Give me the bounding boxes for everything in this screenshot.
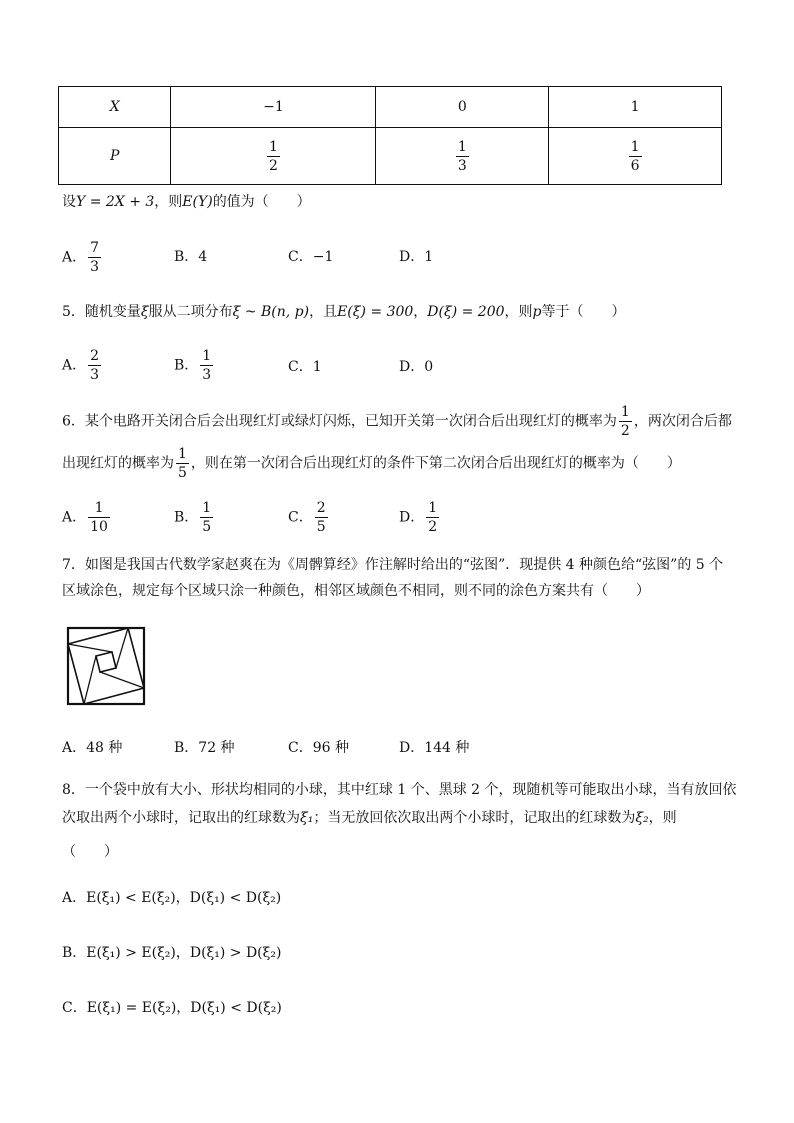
q6-stem-line1: 6．某个电路开关闭合后会出现红灯或绿灯闪烁，已知开关第一次闭合后出现红灯的概率为 $\frac{1}{2}$ ，两次闭合后都: [62, 404, 732, 439]
q5-option-d[interactable]: D．0: [399, 359, 434, 375]
table-cell: 1: [549, 87, 722, 128]
q7-stem-line1: 7．如图是我国古代数学家赵爽在为《周髀算经》作注解时给出的“弦图”．现提供 4 种颜色给“弦图”的 5 个: [62, 557, 724, 573]
fraction: $\frac{1}{3}$: [457, 138, 467, 174]
chord-line: [68, 628, 128, 644]
q5-stem: 5．随机变量ξ服从二项分布ξ ~ B(n, p)，且E(ξ) = 300，D(ξ) = 200，则p等于（ ）: [62, 304, 626, 320]
q7-stem-line2: 区域涂色，规定每个区域只涂一种颜色，相邻区域颜色不相同，则不同的涂色方案共有（ ）: [62, 583, 650, 599]
inner-square: [96, 652, 116, 672]
q5-option-c[interactable]: C．1: [288, 359, 322, 375]
table-row-p: [59, 128, 722, 185]
chord-line: [100, 672, 144, 688]
q8-stem-line2: 次取出两个小球时，记取出的红球数为ξ₁；当无放回依次取出两个小球时，记取出的红球数为ξ₂，则: [62, 810, 677, 826]
q4-option-d[interactable]: D．1: [399, 249, 434, 265]
fraction: $\frac{1}{2}$: [268, 138, 278, 174]
q7-option-a[interactable]: A．48 种: [62, 740, 123, 756]
q6-stem-line2: 出现红灯的概率为 $\frac{1}{5}$ ，则在第一次闭合后出现红灯的条件下第二次闭合后出现红灯的概率为（ ）: [62, 446, 681, 481]
q5-option-a[interactable]: A． $\frac{2}{3}$: [62, 348, 100, 383]
table-cell: 0: [376, 87, 549, 128]
table-cell: P: [59, 128, 171, 185]
table-row-x: [59, 87, 722, 128]
chord-line: [128, 628, 144, 688]
chord-diagram: [66, 626, 148, 708]
table-cell: −1: [171, 87, 376, 128]
chord-line: [84, 688, 144, 704]
q4-option-a[interactable]: A． $\frac{7}{3}$: [62, 240, 100, 275]
q6-option-b[interactable]: B． $\frac{1}{5}$: [174, 500, 212, 535]
q7-option-d[interactable]: D．144 种: [399, 740, 470, 756]
q4-option-c[interactable]: C．−1: [288, 249, 334, 265]
q7-option-b[interactable]: B．72 种: [174, 740, 235, 756]
q6-option-c[interactable]: C． $\frac{2}{5}$: [288, 500, 326, 535]
chord-line: [116, 628, 128, 668]
q8-option-a[interactable]: A．E(ξ₁) < E(ξ₂)，D(ξ₁) < D(ξ₂): [62, 890, 282, 906]
q8-stem-line1: 8．一个袋中放有大小、形状均相同的小球，其中红球 1 个、黑球 2 个，现随机等可能取出小球，当有放回依: [62, 782, 737, 798]
table-cell: [376, 128, 549, 185]
table-cell: X: [59, 87, 171, 128]
q5-option-b[interactable]: B． $\frac{1}{3}$: [174, 348, 212, 383]
distribution-table: [58, 86, 722, 185]
chord-line: [68, 644, 84, 704]
chord-line: [68, 644, 112, 652]
q4-option-b[interactable]: B．4: [174, 249, 208, 265]
q8-stem-line3: （ ）: [62, 844, 118, 860]
q6-option-d[interactable]: D． $\frac{1}{2}$: [399, 500, 438, 535]
table-cell: [549, 128, 722, 185]
q7-option-c[interactable]: C．96 种: [288, 740, 349, 756]
q8-option-c[interactable]: C．E(ξ₁) = E(ξ₂)，D(ξ₁) < D(ξ₂): [62, 1000, 282, 1016]
chord-line: [84, 656, 96, 704]
outer-square: [68, 628, 144, 704]
q6-option-a[interactable]: A． $\frac{1}{10}$: [62, 500, 108, 535]
table-cell: [171, 128, 376, 185]
fraction: $\frac{1}{6}$: [630, 138, 640, 174]
q8-option-b[interactable]: B．E(ξ₁) > E(ξ₂)，D(ξ₁) > D(ξ₂): [62, 945, 282, 961]
q4-stem: 设Y = 2X + 3，则E(Y)的值为（ ）: [62, 194, 311, 210]
